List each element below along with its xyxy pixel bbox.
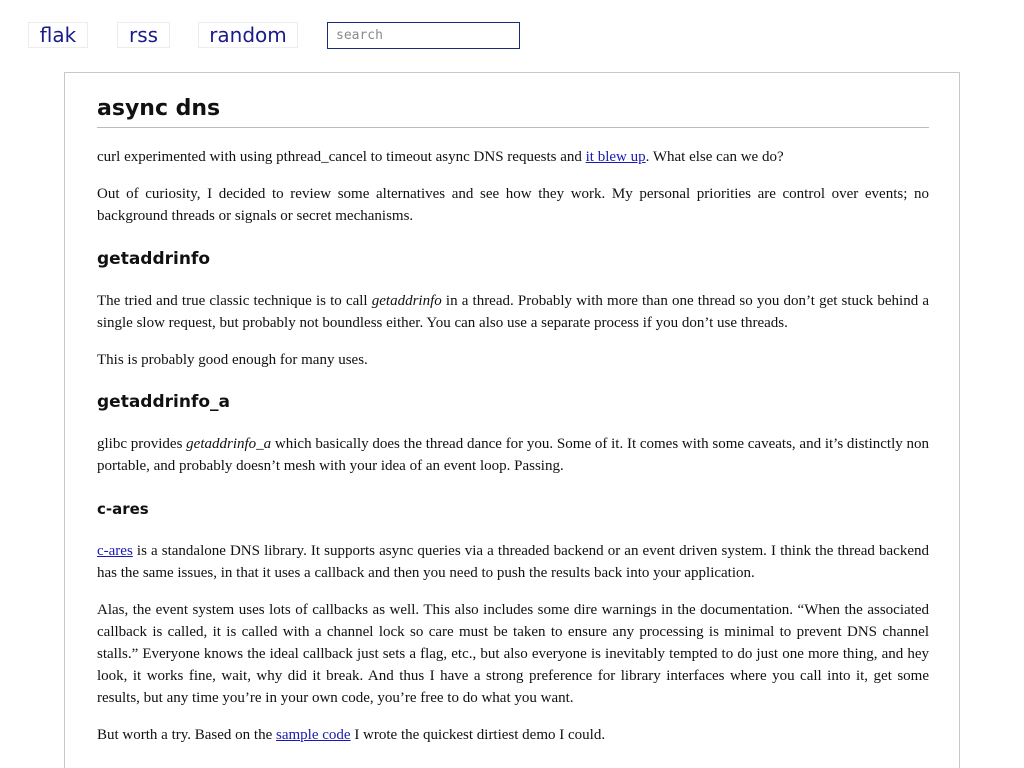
section-heading-c-ares: c-ares (97, 500, 149, 518)
search-input[interactable] (327, 22, 520, 49)
section-heading-getaddrinfo-a: getaddrinfo_a (97, 392, 230, 412)
top-nav (0, 22, 1024, 52)
paragraph: Out of curiosity, I decided to review some alternatives and see how they work. My personal priorities are control over events; no background threads or signals or secret mechanisms. (97, 186, 929, 224)
article-card (64, 72, 960, 768)
paragraph-text: I wrote the quickest dirtiest demo I could. (350, 727, 606, 743)
nav-link-random[interactable]: random (198, 22, 298, 48)
paragraph: This is probably good enough for many uses. (97, 352, 368, 368)
paragraph-text: is a standalone DNS library. It supports async queries via a threaded backend or an event driven system. I think the thread backend has the same issues, in that it uses a callback and then you need to push the results back into your application. (97, 543, 929, 581)
c-ares-link[interactable]: c-ares (97, 543, 133, 559)
paragraph-text: The tried and true classic technique is to call (97, 293, 372, 309)
paragraph (97, 724, 929, 746)
code-term: getaddrinfo (371, 293, 442, 309)
sample-code-link[interactable]: sample code (276, 727, 351, 743)
paragraph-text: . What else can we do? (645, 149, 784, 165)
paragraph (97, 146, 929, 168)
paragraph (97, 433, 929, 477)
it-blew-up-link[interactable]: it blew up (585, 149, 646, 165)
nav-link-flak[interactable]: flak (28, 22, 88, 48)
paragraph (97, 290, 929, 334)
article-title: async dns (97, 95, 929, 128)
code-term: getaddrinfo_a (186, 436, 272, 452)
paragraph-text: which basically does the thread dance for you. Some of it. It comes with some caveats, and it’s distinctly non portable, and probably doesn’t mesh with your idea of an event loop. Passing. (97, 436, 930, 474)
paragraph (97, 540, 929, 584)
paragraph-text: curl experimented with using pthread_cancel to timeout async DNS requests and (97, 149, 586, 165)
paragraph: Alas, the event system uses lots of callbacks as well. This also includes some dire warnings in the documentation. “When the associated callback is called, it is called with a channel lock so care must be taken to ensure any processing is minimal to prevent DNS channel stalls.” Everyone knows the ideal callback just sets a flag, etc., but also everyone is inevitably tempted to do just one more thing, and hey look, it works fine, wait, why did it break. And thus I have a strong preference for library interfaces where you call into it, get some results, but any time you’re in your own code, you’re free to do what you want. (97, 602, 929, 706)
paragraph-text: glibc provides (97, 436, 187, 452)
section-heading-getaddrinfo: getaddrinfo (97, 249, 211, 269)
paragraph-text: But worth a try. Based on the (97, 727, 276, 743)
paragraph-text: in a thread. Probably with more than one thread so you don’t get stuck behind a single slow request, but probably not boundless either. You can also use a separate process if you don’t use threads. (97, 293, 929, 331)
nav-link-rss[interactable]: rss (117, 22, 170, 48)
